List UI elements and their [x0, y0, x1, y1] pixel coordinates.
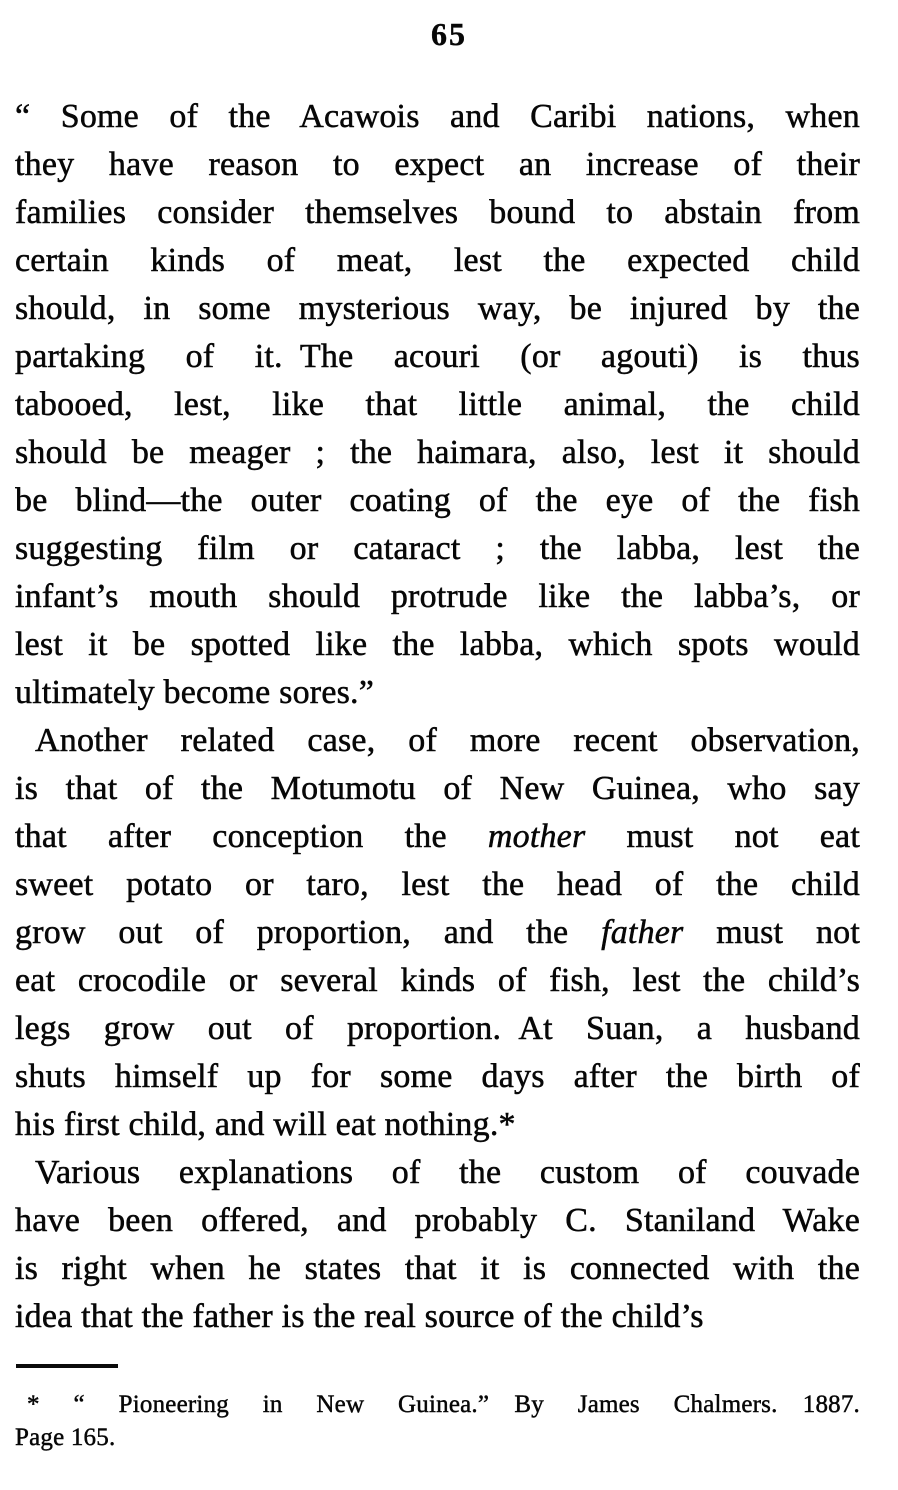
- text-line: [15, 909, 860, 957]
- text-line: [15, 1245, 860, 1293]
- text-line: [15, 573, 860, 621]
- text-segment: Another related case, of more recent observation,: [35, 722, 860, 759]
- body-text: [15, 93, 860, 1341]
- text-segment: families consider themselves bound to abstain from: [15, 194, 860, 231]
- text-segment: idea that the father is the real source of the child’s: [15, 1298, 704, 1335]
- footnote: [15, 1388, 860, 1454]
- text-line: [15, 957, 860, 1005]
- text-line: [15, 669, 860, 717]
- text-line: [15, 1293, 860, 1341]
- text-segment: Page 165.: [15, 1424, 116, 1451]
- page-number: 65: [431, 16, 467, 52]
- text-segment: they have reason to expect an increase of their: [15, 146, 860, 183]
- text-segment: shuts himself up for some days after the birth of: [15, 1058, 860, 1095]
- text-segment: should be meager ; the haimara, also, lest it should: [15, 434, 860, 471]
- text-segment: must not eat: [585, 818, 860, 855]
- text-segment: suggesting film or cataract ; the labba, lest the: [15, 530, 860, 567]
- text-line: [15, 1005, 860, 1053]
- text-line: [15, 237, 860, 285]
- text-segment: eat crocodile or several kinds of fish, lest the child’s: [15, 962, 860, 999]
- text-segment: infant’s mouth should protrude like the labba’s, or: [15, 578, 860, 615]
- text-line: [15, 717, 860, 765]
- text-segment: legs grow out of proportion. At Suan, a husband: [15, 1010, 860, 1047]
- quote-paragraph: [15, 93, 860, 717]
- text-line: [15, 333, 860, 381]
- text-segment: tabooed, lest, like that little animal, the child: [15, 386, 860, 423]
- text-segment: have been offered, and probably C. Staniland Wake: [15, 1202, 860, 1239]
- footnote-separator-rule: [16, 1364, 118, 1368]
- text-line: [15, 1197, 860, 1245]
- text-line: [15, 813, 860, 861]
- text-line: [15, 1388, 860, 1421]
- couvade-paragraph: [15, 1149, 860, 1341]
- text-segment: is that of the Motumotu of New Guinea, who say: [15, 770, 860, 807]
- text-line: [15, 429, 860, 477]
- text-line: [15, 93, 860, 141]
- text-segment: partaking of it. The acouri (or agouti) is thus: [15, 338, 860, 375]
- text-segment: certain kinds of meat, lest the expected child: [15, 242, 860, 279]
- text-line: [15, 861, 860, 909]
- text-line: [15, 285, 860, 333]
- text-line: [15, 525, 860, 573]
- text-segment: that after conception the: [15, 818, 488, 855]
- text-line: [15, 1053, 860, 1101]
- text-segment: is right when he states that it is connected with the: [15, 1250, 860, 1287]
- text-line: [15, 477, 860, 525]
- text-segment: sweet potato or taro, lest the head of the child: [15, 866, 860, 903]
- text-segment: * “ Pioneering in New Guinea.” By James Chalmers. 1887.: [27, 1391, 860, 1418]
- text-line: [15, 189, 860, 237]
- text-segment: be blind—the outer coating of the eye of the fish: [15, 482, 860, 519]
- text-line: [15, 1149, 860, 1197]
- italic-text: mother: [487, 818, 586, 855]
- text-line: [15, 1421, 860, 1454]
- text-line: [15, 765, 860, 813]
- italic-text: father: [601, 914, 684, 951]
- text-segment: lest it be spotted like the labba, which spots would: [15, 626, 860, 663]
- text-line: [15, 141, 860, 189]
- text-segment: “ Some of the Acawois and Caribi nations, when: [15, 98, 860, 135]
- text-segment: Various explanations of the custom of couvade: [35, 1154, 860, 1191]
- text-segment: grow out of proportion, and the: [15, 914, 602, 951]
- text-segment: his first child, and will eat nothing.*: [15, 1106, 516, 1143]
- text-line: [15, 621, 860, 669]
- motumotu-paragraph: [15, 717, 860, 1149]
- text-segment: ultimately become sores.”: [15, 674, 375, 711]
- text-segment: should, in some mysterious way, be injured by the: [15, 290, 860, 327]
- text-line: [15, 381, 860, 429]
- text-segment: must not: [683, 914, 860, 951]
- text-line: [15, 1101, 860, 1149]
